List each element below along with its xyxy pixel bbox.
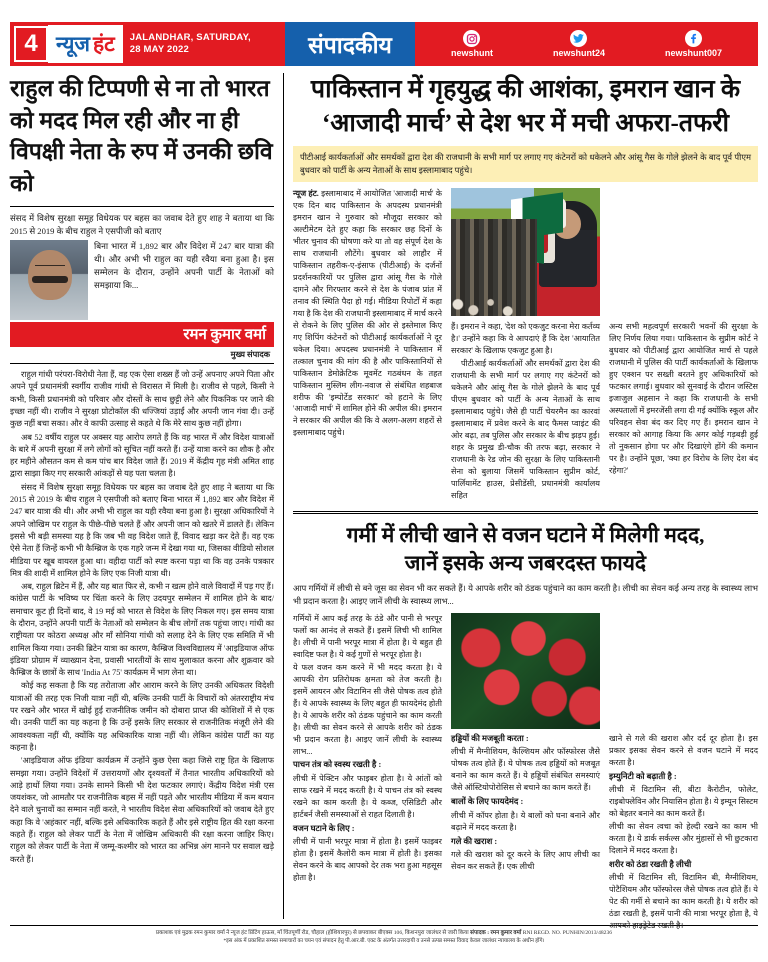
lychee-story-columns (293, 613, 758, 933)
page-number-badge: 4 (14, 26, 48, 62)
lychee-paragraph: ये फल वजन कम करने में भी मदद करता है। ये आपकी रोग प्रतिरोधक क्षमता को तेज करती है। इसमें आयरन और विटामिन सी जैसे पोषक तत्व होते हैं। ये आपके स्वास्थ्य के लिए बहुत ही फायदेमंद होती है। ये आपके शरीर को ठंडक पहुंचाने का काम करती है। लीची का सेवन करने से आपके शरीर को ठंडक भी प्रदान करता है। आइए जानें लीची के स्वास्थ्य लाभ... (293, 662, 442, 756)
lychee-paragraph: लीची में पेक्टिन और फाइबर होता है। ये आंतों को साफ रखने में मदद करती है। ये पाचन तंत्र को स्वस्थ रखने का काम करती है। ये कब्ज, एसिडिटी और हार्टबर्न जैसी समस्याओं से राहत दिलाती है। (293, 773, 442, 819)
lychee-paragraph: लीची में विटामिन सी, बीटा कैरोटीन, फोलेट, राइबोफ्लेविन और नियासिन होता है। ये इम्यून सिस्टम को बेहतर बनाने का काम करते हैं। (609, 785, 758, 819)
lychee-column-2 (451, 613, 600, 933)
lychee-story-intro: आप गर्मियों में लीची से बने जूस का सेवन भी कर सकते हैं। ये आपके शरीर को ठंडक पहुंचाने का काम करती है। लीची का सेवन कई अन्य तरह के स्वास्थ्य लाभ भी प्रदान करता है। आइए जानें लीची के स्वास्थ्य लाभ... (293, 583, 758, 606)
footer-rni: RNI REGD. NO. PUNHIN/2013/48236 (521, 930, 613, 936)
social-twitter-handle: newshunt24 (552, 48, 605, 58)
edition-date (123, 22, 251, 66)
stories-column (284, 73, 758, 931)
lychee-headline-line2: जानें इसके अन्य जबरदस्त फायदे (404, 550, 647, 575)
lychee-paragraph: लीची में पानी भरपूर मात्रा में होता है। इसमें फाइबर होता है। इसमें कैलोरी कम मात्रा में होती है। इसका सेवन करने के बाद आपको देर तक भरा हुआ महसूस होता है। (293, 837, 442, 883)
newspaper-page (0, 22, 768, 962)
editorial-column (10, 73, 284, 919)
lychee-paragraph: लीची में मैग्नीशियम, कैल्शियम और फॉस्फोरस जैसे पोषक तत्व होते हैं। ये पोषक तत्व हड्डियों को मजबूत बनाने का काम करते हैं। ये हड्डियों संबंधित समस्याएं जैसे ऑस्टियोपोरोसिस से बचाने का काम करते हैं। (451, 747, 600, 793)
editor-portrait-photo (10, 240, 88, 320)
lychee-subheading: शरीर को ठंडा रखती है लीची (609, 860, 692, 869)
footer-editor: संपादक : रमन कुमार वर्मा (470, 930, 522, 936)
lychee-paragraph: लीची में विटामिन सी, विटामिन बी, मैग्नीशियम, पोटैशियम और फॉस्फोरस जैसे पोषक तत्व होते हैं। ये पेट की गर्मी से बचाने का काम करती है। ये शरीर को ठंडा रखती है, इसमें पानी की मात्रा भरपूर होता है, ये आपको हाइड्रेटेड रखती है। (609, 873, 758, 931)
editorial-body (10, 369, 274, 866)
main-story-headline (293, 73, 758, 140)
masthead-brand-block (10, 22, 285, 66)
social-handles-bar (415, 22, 758, 66)
photo-spacer (609, 613, 758, 733)
main-story-text: इस्लामाबाद में आयोजित 'आजादी मार्च' के एक दिन बाद पाकिस्तान के अपदस्थ प्रधानमंत्री इमरान खान ने गुरुवार को मौजूदा सरकार को अल्टीमेटम देते हुए कहा कि सरकार छह दिनों के भीतर चुनाव की घोषणा करे या तो वह संपूर्ण देश के साथ राजधानी लौटेंगे। बुधवार को लाहौर में पाकिस्तान तहरीक-ए-इंसाफ (पीटीआई) के दर्जनों प्रदर्शनकारियों पर पुलिस द्वारा आंसू गैस के गोले दागने और गिरफ्तार करने से देश के पंजाब प्रांत में तनाव की स्थिति पैदा हो गई। मीडिया रिपोर्टों में कहा गया है कि देश की राजधानी इस्लामाबाद में मार्च करने से रोकने के लिए पुलिस की ओर से इस्तेमाल किए गए शिपिंग कंटेनरों को पीटीआई कार्यकर्ताओं ने दूर धकेल दिया। अपदस्थ प्रधानमंत्री ने पाकिस्तान में तत्काल चुनाव की मांग की है और पाकिस्तानियों से पाकिस्तान डेमोक्रेटिक मूवमेंट गठबंधन के तहत पाकिस्तान मुस्लिम लीग-नवाज से संबंधित शहबाज शरीफ की 'इम्पोर्टेड सरकार' को हटाने के लिए 'आजादी मार्च' में शामिल होने की अपील की। इमरान ने सरकार की अपील की कि वे अलग-अलग शहरों से इस्लामाबाद पहुंचे। (293, 189, 442, 438)
rally-photo (451, 188, 600, 316)
editorial-lead-continued: बिना भारत में 1,892 बार और विदेश में 247 बार यात्रा की थी। और अभी भी राहुल का यही रवैया बना हुआ है। इस सम्मेलन के दौरान, उन्होंने अपनी पार्टी के नेताओं को समझाया कि... (94, 241, 274, 291)
newspaper-logo (48, 25, 123, 63)
main-story-paragraph: अन्य सभी महत्वपूर्ण सरकारी भवनों की सुरक्षा के लिए निर्णय लिया गया। पाकिस्तान के सुप्रीम कोर्ट ने बुधवार को पीटीआई द्वारा आयोजित मार्च से पहले राजधानी में पुलिस की पार्टी कार्यकर्ताओं के खिलाफ हुए एक्शन पर सख्ती बरतने हुए अधिकारियों को फटकार लगाई। बुधवार को सुनवाई के दौरान जस्टिस इजाजुल अहसान ने कहा कि राजधानी के सभी अस्पतालों में इमरजेंसी लगा दी गई क्योंकि स्कूल और परिवहन सेवा बंद कर दिए गए हैं। इमरान खान ने सरकार को आगाह किया कि अगर कोई गड़बड़ी हुई तो नुकसान होगा पर और दिखाएंगे होंगे की कमान पर है। उन्होंने पूछा, 'क्या हर विरोध के लिए देश बंद रहेगा?' (609, 322, 758, 475)
editorial-divider (10, 206, 274, 207)
editorial-lead: संसद में विशेष सुरक्षा समूह विधेयक पर बहस का जवाब देते हुए शाह ने बताया था कि 2015 से 2019 के बीच राहुल ने एसपीजी को बताए (10, 212, 274, 236)
lychee-fruit-photo (451, 613, 600, 729)
lychee-paragraph: गर्मियों में आप कई तरह के ठंडे और पानी से भरपूर फलों का आनंद ले सकते हैं। इसमें लिची भी शामिल है। लीची में पानी भरपूर मात्रा में होता है। ये बहुत ही स्वादिष्ट फल है। ये कई गुणों से भरपूर होता है। (293, 613, 442, 659)
main-story-subhead: पीटीआई कार्यकर्ताओं और समर्थकों द्वारा देश की राजधानी के सभी मार्ग पर लगाए गए कंटेनरों को धकेलने और आंसू गैस के गोले झेलने के बाद पूर्व पीएम बुधवार को पार्टी के अन्य नेताओं के साथ इस्लामाबाद पहुंचे। (293, 146, 758, 182)
lychee-subheading: पाचन तंत्र को स्वस्थ रखती है : (293, 760, 382, 770)
main-story-column-1 (293, 188, 442, 503)
social-facebook-handle: newshunt007 (664, 48, 722, 58)
social-facebook[interactable] (665, 30, 722, 58)
footer-publisher: प्रकाशक एवं मुद्रक रमन कुमार वर्मा ने न्यूज हंट प्रिंटिंग हाऊस, माँ चिंतपूर्णी रोड, चौहाल (होशियारपुर) से छपवाकर बीएक्स 106, किशनपुरा जालंधर से जारी किया (155, 930, 471, 936)
footer-legal-line: *इस अंक में प्रकाशित समस्त समाचारों का चयन एवं संपादन हेतु पी.आर.बी. एक्ट के अंतर्गत उत्तरदायी व उनसे उत्पन्न समस्त विवाद केवल जालंधर न्यायालय के अधीन होंगे। (223, 938, 545, 945)
editor-role: मुख्य संपादक (10, 347, 274, 364)
main-story-paragraph: पीटीआई कार्यकर्ताओं और समर्थकों द्वारा देश की राजधानी के सभी मार्ग पर लगाए गए कंटेनरों को धकेलने और आंसू गैस के गोले झेलने के बाद पूर्व पीएम बुधवार को पार्टी के अन्य नेताओं के साथ इस्लामाबाद पहुंचे। जैसे ही पार्टी चेयरमैन का कारवां इस्लामाबाद में प्रवेश करने के बाद फैमस प्वाइंट की ओर बढ़ा, तब पुलिस और सरकार के बीच झड़प हुई। शहर के प्रमुख डी-चौक की तरफ बढ़ा, सरकार ने राजधानी के रेड जोन की सुरक्षा के लिए पाकिस्तानी सेना को बुलाया जिसमें पाकिस्तान सुप्रीम कोर्ट, पार्लियामेंट हाउस, प्रेसीडेंसी, प्रधानमंत्री कार्यालय सहित (451, 358, 600, 500)
editorial-paragraph: अब, राहुल ब्रिटेन में हैं, और यह बात फिर से, कभी न खत्म होने वाले विवादों में पड़ गए हैं। कांग्रेस पार्टी के भविष्य पर चिंता करने के लिए उदयपुर सम्मेलन में शामिल होने के बाद/समाचार कूट ही दिनों बाद, वे 19 मई को भारत से विदेश के लिए निकल गए। इस समय यात्रा के दौरान, उन्होंने अपनी पार्टी के नेताओं को सम्मेलन के बीच लोगों तक पहुंचा जाए। गांधी का राष्ट्रीयता पर कोठरा अध्यक्ष और माँ सोनिया गांधी को सलाह देने के लिए एक समिति में भी शामिल किया गया। उनकी ब्रिटेन यात्रा का कारण, कैम्ब्रिज विश्वविद्यालय में 'आइडियाज ऑफ इंडिया' प्रोग्राम में व्याख्यान देना, प्रवासी भारतीयों के साथ मुलाकात करना और शुक्रवार को कैम्ब्रिज के छात्रों के साथ 'India At 75' कार्यक्रम में भाग लेना था। (10, 582, 274, 678)
twitter-icon (570, 30, 587, 47)
lychee-subheading: गले की खराश : (451, 836, 498, 846)
page-grid (10, 73, 758, 931)
lychee-subheading: बालों के लिए फायदेमंद : (451, 797, 524, 807)
logo-text-part2: हंट (92, 33, 115, 56)
lychee-subheading: इम्युनिटी को बढ़ाती है : (609, 771, 677, 781)
editorial-paragraph: 'आइडियाज ऑफ इंडिया' कार्यक्रम में उन्होंने कुछ ऐसा कहा जिसे राष्ट्र हित के खिलाफ समझा गया। उन्होंने विदेशों में उत्तरायणों और दृश्यवर्तों में तैनात भारतीय अधिकारियों को आड़े हाथों लिया गया। उनके सामने किसी भी देश फटकार लगाएं। केंद्रीय विदेश मंत्री एस जयशंकर, जो आमतौर पर राजनीतिक बहस में नहीं पड़ते और भारतीय मीडिया में कम बयान देने वाले चुनावों का सम्मान नहीं करते, ने भारतीय विदेश सेवा अधिकारियों को जवाब देते हुए कहा कि वे 'अहंकार' नहीं, बल्कि इसे अधिकारिक कहते हैं और इसे राष्ट्रीय हित की रक्षा करना कहते हैं। राहुल को लेकर पार्टी के नेता में जोखिम अधिकारी की रक्षा करना जाहिर किए। राहुल को लेकर पार्टी के नेता में जम्मू-कश्मीर को भारत का अभिन्न अंग मानने पर सवाल खड़े करते हैं। (10, 756, 274, 864)
lychee-subheading: वजन घटाने के लिए : (293, 823, 355, 833)
main-headline-line1: पाकिस्तान में गृहयुद्ध की आशंका, इमरान खान के (310, 76, 741, 103)
photo-spacer (609, 188, 758, 321)
editorial-figure-wrap (10, 240, 274, 292)
editorial-paragraph: कोई कह सकता है कि यह तरोताजा और आराम करने के लिए उनकी अधिकतर विदेशी यात्राओं की तरह एक निजी यात्रा नहीं थी, बल्कि उनकी पार्टी के विचारों को अंतरराष्ट्रीय मंच पर रखने और भारत में खोई हुई राजनीतिक जमीन को दोबारा प्राप्त की कोशिशों में से एक थी। उनकी पार्टी का यह कहना है कि उन्हें इसके लिए सरकार से राजनीतिक मंजूरी लेने की आवश्यकता नहीं थी, क्योंकि यह अधिकारिक यात्रा नहीं थी। लेकिन कांग्रेस पार्टी का यह कहना है। (10, 681, 274, 752)
edition-date-value: 28 MAY 2022 (129, 44, 189, 55)
editorial-paragraph: संसद में विशेष सुरक्षा समूह विधेयक पर बहस का जवाब देते हुए शाह ने बताया था कि 2015 से 2019 के बीच राहुल ने एसपीजी को बताए बिना भारत में 1,892 बार और विदेश में 247 बार यात्रा की थी। और अभी भी राहुल का यही रवैया बना हुआ है। सुरक्षा अधिकारियों ने अपने जोखिम पर राहुल के पीछे-पीछे चलते हैं और अपनी जान को खतरे में डालते हैं। लेकिन इससे भी बड़ी समस्या यह है कि जब भी वह विदेश जाते हैं, विवाद खड़ा कर देते हैं। वह एक ऐसे नेता हैं जिन्हें कभी भी कैम्ब्रिज के एक गहरे जन्म में देखा गया था, जिसका वीडियो सोशल मीडिया पर खूब वायरल हुआ था। वहीदा पार्टी को स्पष्ट करना पड़ा था कि वह उनके पत्रकार मित्र की शादी में शामिल होने के लिए एक निजी यात्रा थी। (10, 482, 274, 578)
protest-crowd (451, 219, 537, 316)
edition-city-day: JALANDHAR, SATURDAY, (129, 32, 251, 44)
main-story-column-3 (609, 188, 758, 503)
main-story-column-2 (451, 188, 600, 503)
story-separator (293, 511, 758, 514)
lychee-paragraph: गले की खराश को दूर करने के लिए आप लीची का सेवन कर सकते हैं। एक लीची (451, 849, 600, 871)
editor-name-bar: रमन कुमार वर्मा (10, 322, 274, 347)
section-banner: संपादकीय (285, 22, 415, 66)
lychee-column-1 (293, 613, 442, 933)
main-story-columns (293, 188, 758, 503)
main-headline-line2: ‘आजादी मार्च’ से देश भर में मची अफरा-तफरी (321, 109, 730, 137)
lychee-column-3 (609, 613, 758, 933)
story-dateline: न्यूज हंट. (293, 189, 319, 199)
lychee-headline-line1: गर्मी में लीची खाने से वजन घटाने में मिलेगी मदद, (346, 522, 705, 547)
editorial-paragraph: अब 52 वर्षीय राहुल पर अक्सर यह आरोप लगते हैं कि वह भारत में और विदेश यात्राओं के बारे में अपनी सुरक्षा में लगे लोगों को सूचित नहीं करते हैं। उन्हें यात्रा करने का शौक है और हर महीने औसतन कम से कम पांच बार विदेश जाते हैं। 2019 में केंद्रीय गृह मंत्री अमित शाह द्वारा साझा किए गए सरकारी आंकड़ों से यह पता चलता है। (10, 432, 274, 479)
logo-text-part1: न्यूज (56, 33, 90, 56)
social-instagram-handle: newshunt (450, 48, 493, 58)
main-story-paragraph (293, 188, 442, 439)
editorial-headline: राहुल की टिप्पणी से ना तो भारत को मदद मिल रही और ना ही विपक्षी नेता के रुप में उनकी छवि को (10, 76, 273, 197)
social-instagram[interactable] (451, 30, 493, 58)
lychee-story-headline (293, 521, 758, 577)
editorial-paragraph: राहुल गांधी परंपरा-विरोधी नेता हैं, वह एक ऐसा शख्स हैं जो उन्हें अपनाए अपने पिता और अपने पूर्व प्रधानमंत्री स्वर्गीय राजीव गांधी से विरासत में मिली है। राजीव से पहले, किसी ने कभी, किसी प्रधानमंत्री को परिवार और दोस्तों के साथ छुट्टी लेने और पिकनिक पर जाने की इच्छा नहीं थी। राजीव ने सुरक्षा प्रोटोकॉल की धज्जियां उड़ाईं और अपनी जान गंवा दी। उन्हें कुछ नहीं बचा सका। और वे काफी उत्साह से कहते थे कि मेरे साथ कुछ नहीं होगा। (10, 370, 274, 429)
main-story-paragraph: हैं। इमरान ने कहा, 'देश को एकजुट करना मेरा कर्तव्य है।' उन्होंने कहा कि वे आपदाएं हैं कि देश 'आयातित सरकार' के खिलाफ एकजुट हुआ है। (451, 322, 600, 355)
facebook-icon (685, 30, 702, 47)
lychee-paragraph: लीची का सेवन त्वचा को हेल्दी रखने का काम भी करता है। ये डार्क सर्कल्स और मुंहासों से भी छुटकारा दिलाने में मदद करता है। (609, 822, 758, 856)
instagram-icon (463, 30, 480, 47)
lychee-paragraph: लीची में कॉपर होता है। ये बालों को घना बनाने और बढ़ाने में मदद करता है। (451, 810, 600, 832)
lychee-subheading: हड्डियों की मजबूती करता : (451, 733, 529, 743)
social-twitter[interactable] (553, 30, 605, 58)
masthead (10, 22, 758, 66)
lychee-paragraph: खाने से गले की खराश और दर्द दूर होता है। इस प्रकार इसका सेवन करने से वजन घटाने में मदद करता है। (609, 733, 758, 767)
